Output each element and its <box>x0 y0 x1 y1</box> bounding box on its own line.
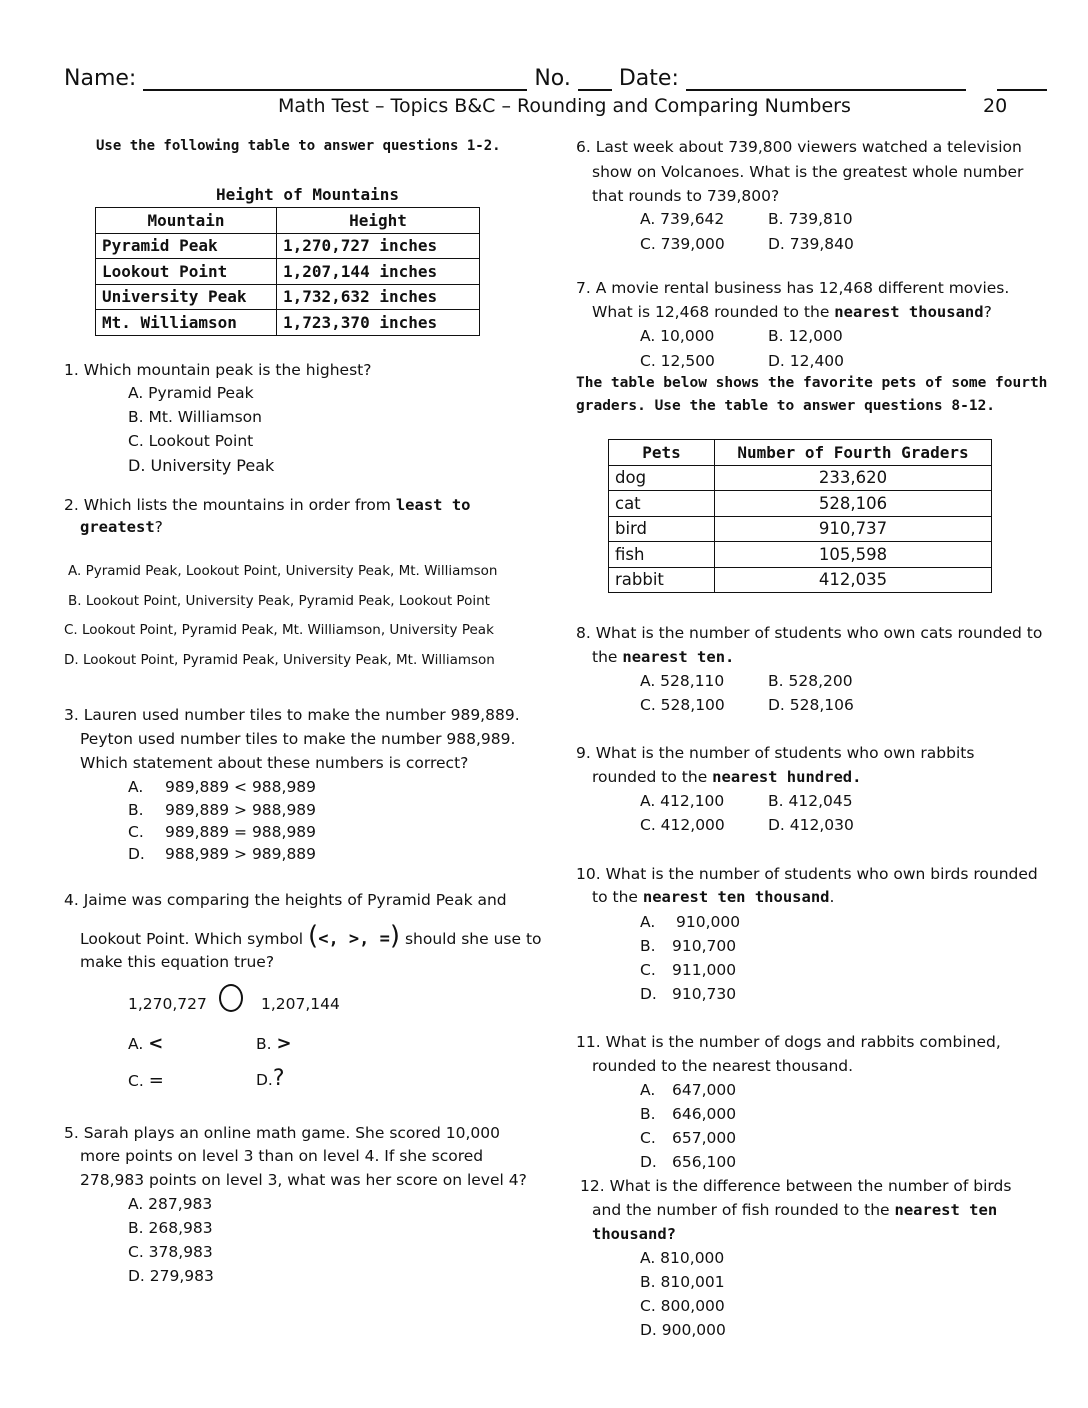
q12-prompt-line2 <box>592 1201 997 1219</box>
pet-name: cat <box>609 491 715 517</box>
q8-prompt-text: the <box>592 648 623 666</box>
q1-option-a[interactable]: A. Pyramid Peak <box>128 384 254 402</box>
q2-option-d[interactable]: D. Lookout Point, Pyramid Peak, University Peak, Mt. Williamson <box>64 652 495 668</box>
table-row <box>96 310 480 336</box>
q6-prompt-line1: 6. Last week about 739,800 viewers watched a television <box>576 138 1022 156</box>
q3-prompt-line2: Peyton used number tiles to make the number 988,989. <box>80 730 516 748</box>
q6-option-a[interactable]: A. 739,642 <box>640 210 725 228</box>
table-row <box>609 491 992 517</box>
q5-prompt-line1: 5. Sarah plays an online math game. She scored 10,000 <box>64 1124 500 1142</box>
mountain-name: Pyramid Peak <box>96 233 277 259</box>
q9-option-c[interactable]: C. 412,000 <box>640 816 725 834</box>
q9-option-d[interactable]: D. 412,030 <box>768 816 854 834</box>
q10-option-b[interactable]: 910,700 <box>672 937 737 955</box>
q8-option-c[interactable]: C. 528,100 <box>640 696 725 714</box>
q3-letter-b: B. <box>128 801 144 819</box>
q11-prompt-line2: rounded to the nearest thousand. <box>592 1057 854 1075</box>
q4-paren-open: ( <box>308 921 319 951</box>
total-points: 20 <box>983 95 1008 117</box>
pet-count: 412,035 <box>715 567 992 593</box>
score-blank[interactable] <box>997 71 1047 91</box>
q3-letter-a: A. <box>128 778 144 796</box>
q3-letter-c: C. <box>128 823 144 841</box>
q9-prompt-line1: 9. What is the number of students who own rabbits <box>576 744 975 762</box>
less-than-symbol: < <box>148 1033 164 1054</box>
q4-symbol-choices: <, >, = <box>318 929 390 949</box>
q11-letter-b: B. <box>640 1105 656 1123</box>
q11-option-b[interactable]: 646,000 <box>672 1105 737 1123</box>
q1-option-d[interactable]: D. University Peak <box>128 456 275 475</box>
pet-count: 910,737 <box>715 516 992 542</box>
q11-prompt-line1: 11. What is the number of dogs and rabbits combined, <box>576 1033 1001 1051</box>
q11-letter-d: D. <box>640 1153 657 1171</box>
q12-option-a[interactable]: A. 810,000 <box>640 1249 725 1267</box>
pet-name: dog <box>609 465 715 491</box>
q10-letter-b: B. <box>640 937 656 955</box>
q10-option-d[interactable]: 910,730 <box>672 985 737 1003</box>
q2-prompt-line1 <box>64 496 470 514</box>
mountain-name: Lookout Point <box>96 259 277 285</box>
q4-option-b[interactable] <box>256 1033 292 1054</box>
pets-instruction-line1: The table below shows the favorite pets of some fourth <box>576 375 1048 391</box>
table-row <box>96 259 480 285</box>
q8-prompt-emphasis: nearest ten. <box>622 648 735 666</box>
table-row <box>609 516 992 542</box>
q5-prompt-line3: 278,983 points on level 3, what was her score on level 4? <box>80 1171 527 1189</box>
q2-prompt-emphasis-2: greatest <box>80 518 155 536</box>
q10-prompt-text: to the <box>592 888 643 906</box>
q1-prompt: 1. Which mountain peak is the highest? <box>64 361 372 379</box>
pet-name: bird <box>609 516 715 542</box>
table-row <box>96 233 480 259</box>
q9-prompt-emphasis: nearest hundred. <box>712 768 862 786</box>
table-row <box>609 542 992 568</box>
mountains-table <box>95 207 480 336</box>
q2-prompt-text: 2. Which lists the mountains in order from <box>64 496 396 514</box>
q4-letter-a: A. <box>128 1035 144 1053</box>
q10-prompt-period: . <box>829 888 835 906</box>
q3-option-a[interactable]: 989,889 < 988,989 <box>165 778 317 796</box>
q2-option-c[interactable]: C. Lookout Point, Pyramid Peak, Mt. Williamson, University Peak <box>64 622 494 638</box>
table-row <box>609 465 992 491</box>
q8-option-b[interactable]: B. 528,200 <box>768 672 853 690</box>
q1-option-b[interactable]: B. Mt. Williamson <box>128 408 262 426</box>
mountain-height: 1,732,632 inches <box>277 284 480 310</box>
number-blank[interactable] <box>578 71 612 91</box>
q6-prompt-line2: show on Volcanoes. What is the greatest whole number <box>592 163 1024 181</box>
q3-prompt-line3: Which statement about these numbers is correct? <box>80 754 469 772</box>
q4-left-number: 1,270,727 <box>128 995 207 1013</box>
mountains-header-height: Height <box>277 208 480 234</box>
q10-letter-d: D. <box>640 985 657 1003</box>
q8-prompt-line2 <box>592 648 734 666</box>
q9-prompt-text: rounded to the <box>592 768 713 786</box>
pet-name: rabbit <box>609 567 715 593</box>
q12-prompt-line3: thousand? <box>592 1225 676 1243</box>
name-label: Name: <box>64 66 137 91</box>
q8-option-a[interactable]: A. 528,110 <box>640 672 725 690</box>
pet-name: fish <box>609 542 715 568</box>
table-row <box>609 567 992 593</box>
mountain-height: 1,723,370 inches <box>277 310 480 336</box>
date-blank[interactable] <box>686 71 966 91</box>
mountain-height: 1,207,144 inches <box>277 259 480 285</box>
q2-option-b[interactable]: B. Lookout Point, University Peak, Pyramid Peak, Lookout Point <box>68 593 490 609</box>
mountains-table-title: Height of Mountains <box>216 185 400 204</box>
q7-prompt-text: What is 12,468 rounded to the <box>592 303 835 321</box>
q4-right-number: 1,207,144 <box>261 995 340 1013</box>
test-title: Math Test – Topics B&C – Rounding and Comparing Numbers <box>278 95 851 117</box>
q2-prompt-emphasis: least to <box>395 496 471 514</box>
q3-option-c[interactable]: 989,889 = 988,989 <box>165 823 317 841</box>
q2-prompt-line2 <box>80 518 163 536</box>
q12-prompt-line1: 12. What is the difference between the number of birds <box>580 1177 1012 1195</box>
q10-prompt-line2 <box>592 888 834 906</box>
q10-letter-a: A. <box>640 913 656 931</box>
number-label: No. <box>534 66 571 91</box>
q6-option-b[interactable]: B. 739,810 <box>768 210 853 228</box>
q10-prompt-emphasis: nearest ten thousand <box>642 888 830 906</box>
q5-option-a[interactable]: A. 287,983 <box>128 1195 213 1213</box>
pet-count: 105,598 <box>715 542 992 568</box>
q4-prompt-line2 <box>80 921 542 951</box>
q12-prompt-emphasis: nearest ten <box>894 1201 998 1219</box>
q4-paren-close: ) <box>389 921 401 951</box>
q12-option-c[interactable]: C. 800,000 <box>640 1297 725 1315</box>
q3-prompt-line1: 3. Lauren used number tiles to make the number 989,889. <box>64 706 520 724</box>
q5-prompt-line2: more points on level 3 than on level 4. If she scored <box>80 1147 484 1165</box>
q2-prompt-qmark: ? <box>154 518 163 536</box>
pets-instruction-line2: graders. Use the table to answer questions 8-12. <box>576 398 996 414</box>
q6-prompt-line3: that rounds to 739,800? <box>592 187 780 205</box>
q3-letter-d: D. <box>128 845 145 863</box>
q7-option-a[interactable]: A. 10,000 <box>640 327 715 345</box>
q10-prompt-line1: 10. What is the number of students who own birds rounded <box>576 865 1038 883</box>
q10-letter-c: C. <box>640 961 656 979</box>
q5-option-c[interactable]: C. 378,983 <box>128 1243 213 1261</box>
q4-letter-d: D. <box>256 1071 273 1089</box>
mountains-header-mountain: Mountain <box>96 208 277 234</box>
q10-option-c[interactable]: 911,000 <box>672 961 737 979</box>
q7-prompt-qmark: ? <box>983 303 992 321</box>
q4-option-c[interactable] <box>128 1070 164 1091</box>
q1-option-c[interactable]: C. Lookout Point <box>128 432 254 450</box>
q6-option-c[interactable]: C. 739,000 <box>640 235 725 253</box>
q4-answer-circle[interactable] <box>219 984 243 1012</box>
q12-option-d[interactable]: D. 900,000 <box>640 1321 726 1339</box>
q11-letter-a: A. <box>640 1081 656 1099</box>
pet-count: 233,620 <box>715 465 992 491</box>
pets-header-count: Number of Fourth Graders <box>715 440 992 466</box>
q9-option-a[interactable]: A. 412,100 <box>640 792 725 810</box>
q12-option-b[interactable]: B. 810,001 <box>640 1273 725 1291</box>
header-line <box>64 66 1047 91</box>
q7-prompt-line1: 7. A movie rental business has 12,468 different movies. <box>576 279 1010 297</box>
q5-option-b[interactable]: B. 268,983 <box>128 1219 213 1237</box>
q7-option-d[interactable]: D. 12,400 <box>768 352 845 370</box>
q4-option-a[interactable] <box>128 1033 163 1054</box>
q6-option-d[interactable]: D. 739,840 <box>768 235 854 253</box>
q11-letter-c: C. <box>640 1129 656 1147</box>
q4-letter-c: C. <box>128 1072 144 1090</box>
q4-prompt-text-2: should she use to <box>400 930 542 948</box>
equals-symbol: = <box>148 1070 164 1091</box>
q7-prompt-emphasis: nearest thousand <box>834 303 984 321</box>
q9-option-b[interactable]: B. 412,045 <box>768 792 853 810</box>
q8-prompt-line1: 8. What is the number of students who own cats rounded to <box>576 624 1043 642</box>
question-mark-symbol: ? <box>272 1066 285 1091</box>
q2-option-a[interactable]: A. Pyramid Peak, Lookout Point, University Peak, Mt. Williamson <box>68 563 498 579</box>
q9-prompt-line2 <box>592 768 861 786</box>
pets-table <box>608 439 992 593</box>
q7-option-c[interactable]: C. 12,500 <box>640 352 715 370</box>
mountain-height: 1,270,727 inches <box>277 233 480 259</box>
pets-header-pets: Pets <box>609 440 715 466</box>
q8-option-d[interactable]: D. 528,106 <box>768 696 854 714</box>
q3-option-d[interactable]: 988,989 > 989,889 <box>165 845 317 863</box>
q4-prompt-text: Lookout Point. Which symbol <box>80 930 309 948</box>
q12-prompt-text: and the number of fish rounded to the <box>592 1201 895 1219</box>
q11-option-c[interactable]: 657,000 <box>672 1129 737 1147</box>
q11-option-d[interactable]: 656,100 <box>672 1153 737 1171</box>
pet-count: 528,106 <box>715 491 992 517</box>
q10-option-a[interactable]: 910,000 <box>676 913 741 931</box>
q3-option-b[interactable]: 989,889 > 988,989 <box>165 801 317 819</box>
mountain-name: University Peak <box>96 284 277 310</box>
date-label: Date: <box>618 66 679 91</box>
q11-option-a[interactable]: 647,000 <box>672 1081 737 1099</box>
q4-option-d[interactable] <box>256 1066 285 1091</box>
q4-prompt-line3: make this equation true? <box>80 953 275 971</box>
q4-letter-b: B. <box>256 1035 272 1053</box>
q7-option-b[interactable]: B. 12,000 <box>768 327 843 345</box>
q4-prompt-line1: 4. Jaime was comparing the heights of Pyramid Peak and <box>64 891 507 909</box>
table-row <box>96 284 480 310</box>
q5-option-d[interactable]: D. 279,983 <box>128 1267 214 1285</box>
q7-prompt-line2 <box>592 303 992 321</box>
name-blank[interactable] <box>143 71 527 91</box>
greater-than-symbol: > <box>276 1033 292 1054</box>
mountain-name: Mt. Williamson <box>96 310 277 336</box>
mountains-instruction: Use the following table to answer questions 1-2. <box>96 138 501 154</box>
